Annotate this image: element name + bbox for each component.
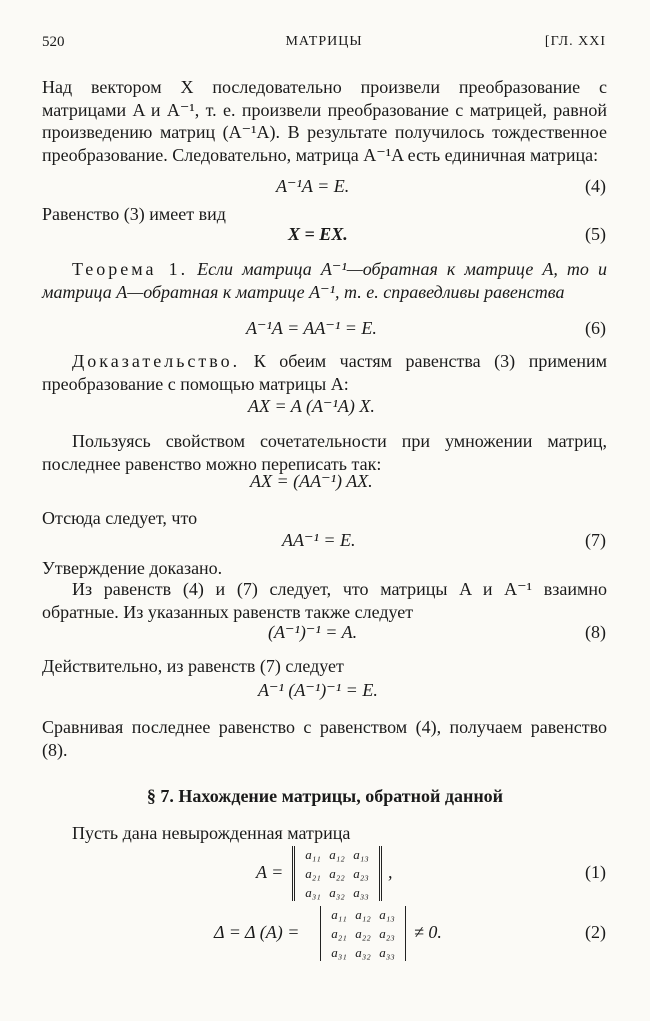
theorem-text: Если матрица A⁻¹—обратная к матрице A, то и матрица A—обратная к матрице A⁻¹, т. е. справедливы равенства — [42, 259, 607, 302]
equation-7: AA⁻¹ = E. — [282, 530, 356, 550]
paragraph-8: Сравнивая последнее равенство с равенством (4), получаем равенство (8). — [42, 717, 607, 760]
equation-4: A⁻¹A = E. — [276, 176, 350, 196]
equation-1-tail: , — [388, 862, 393, 882]
equation-6: A⁻¹A = AA⁻¹ = E. — [246, 318, 377, 338]
paragraph-6: Из равенств (4) и (7) следует, что матрицы A и A⁻¹ взаимно обратные. Из указанных равенств также следует — [42, 579, 607, 622]
determinant-entry: a₂₁ — [331, 926, 347, 941]
theorem-1 — [42, 258, 607, 303]
paragraph-5: Утверждение доказано. — [42, 558, 223, 578]
paragraph-4: Отсюда следует, что — [42, 508, 198, 528]
equation-c: A⁻¹ (A⁻¹)⁻¹ = E. — [258, 680, 378, 700]
determinant-entry: a₁₃ — [379, 907, 395, 922]
proof — [42, 350, 607, 395]
equation-b: AX = (AA⁻¹) AX. — [250, 471, 373, 491]
determinant-entry: a₃₁ — [331, 945, 347, 960]
equation-number-4: (4) — [585, 176, 606, 196]
equation-number-7: (7) — [585, 530, 606, 550]
theorem-label: Теорема 1. — [72, 259, 189, 279]
matrix-entry: a₂₁ — [305, 866, 321, 881]
equation-2-tail: ≠ 0. — [414, 922, 442, 942]
matrix-entry: a₁₃ — [353, 847, 369, 862]
matrix-entry: a₃₃ — [353, 885, 369, 900]
section-heading: § 7. Нахождение матрицы, обратной данной — [146, 786, 504, 806]
determinant-entry: a₂₃ — [379, 926, 395, 941]
determinant-entry: a₁₂ — [355, 907, 371, 922]
determinant-entry: a₁₁ — [331, 907, 347, 922]
matrix-a — [292, 846, 382, 901]
matrix-entry: a₁₂ — [329, 847, 345, 862]
chapter-label: [ГЛ. XXI — [544, 34, 606, 49]
equation-2-lhs: Δ = Δ (A) = — [214, 922, 300, 942]
proof-label: Доказательство. — [72, 351, 241, 371]
equation-number-5: (5) — [585, 224, 606, 244]
proof-text: К обеим частям равенства (3) применим преобразование с помощью матрицы A: — [42, 351, 608, 394]
matrix-entry: a₃₁ — [305, 885, 321, 900]
paragraph-7: Действительно, из равенств (7) следует — [42, 656, 344, 676]
running-title: МАТРИЦЫ — [285, 34, 363, 49]
paragraph-2: Равенство (3) имеет вид — [42, 204, 226, 224]
matrix-entry: a₁₁ — [305, 847, 321, 862]
equation-1-lhs: A = — [256, 862, 284, 882]
matrix-entry: a₂₃ — [353, 866, 369, 881]
matrix-entry: a₃₂ — [329, 885, 345, 900]
determinant-entry: a₃₂ — [355, 945, 371, 960]
matrix-entry: a₂₂ — [329, 866, 345, 881]
equation-8: (A⁻¹)⁻¹ = A. — [268, 622, 358, 642]
paragraph-9: Пусть дана невырожденная матрица — [72, 823, 351, 843]
determinant-entry: a₂₂ — [355, 926, 371, 941]
equation-number-8: (8) — [585, 622, 606, 642]
paragraph-3: Пользуясь свойством сочетательности при умножении матриц, последнее равенство можно переписать так: — [42, 431, 607, 474]
equation-number-2: (2) — [585, 922, 606, 942]
equation-5: X = EX. — [288, 224, 348, 244]
determinant-a — [320, 906, 406, 961]
equation-number-1: (1) — [585, 862, 606, 882]
determinant-entry: a₃₃ — [379, 945, 395, 960]
running-header — [42, 34, 606, 56]
equation-number-6: (6) — [585, 318, 606, 338]
paragraph-1: Над вектором X последовательно произвели преобразование с матрицами A и A⁻¹, т. е. произвели преобразование с матрицей, равной произведению матриц (A⁻¹A). В результате получилось тождественное преобразование. Следовательно, матрица A⁻¹A есть единичная матрица: — [42, 77, 607, 165]
page-number: 520 — [42, 34, 65, 50]
equation-a: AX = A (A⁻¹A) X. — [248, 396, 375, 416]
